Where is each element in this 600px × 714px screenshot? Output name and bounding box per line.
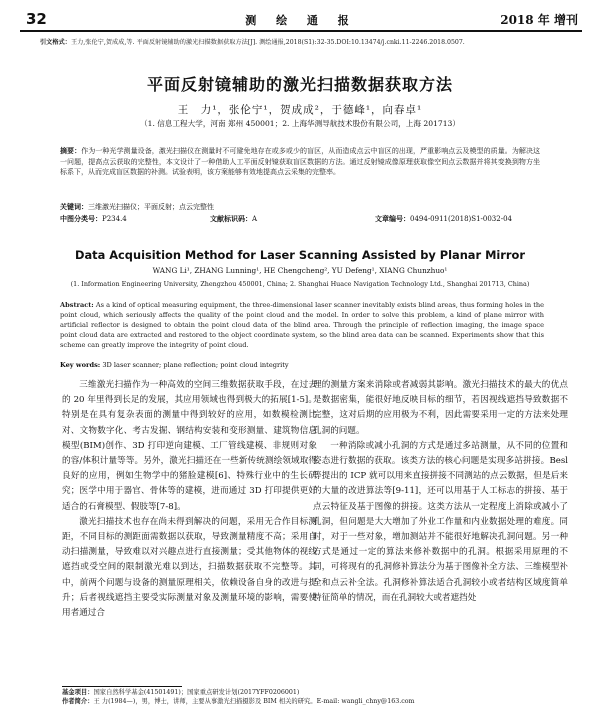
doc-value: A [252, 215, 258, 223]
article-number [375, 214, 512, 224]
paper-title-cn: 平面反射镜辅助的激光扫描数据获取方法 [146, 75, 453, 94]
keywords-en-text: 3D laser scanner; plane reflection; point cloud integrity [102, 361, 289, 369]
citation-text: 王力,张伦宁,贺成成,等. 平面反射镜辅助的激光扫描数据获取方法[J]. 测绘通报,2018(S1):32-35.DOI:10.13474/j.cnki.11-2246.2018.0507. [70, 39, 465, 46]
abstract-en [60, 300, 544, 350]
article-value: 0494-0911(2018)S1-0032-04 [410, 215, 512, 223]
authors-cn: 王 力¹，张伦宁¹，贺成成²，于德峰¹，向春卓¹ [177, 104, 423, 116]
author-note-label: 作者简介： [62, 698, 94, 705]
abstract-en-text: As a kind of optical measuring equipment, the three-dimensional laser scanner inevitably exists blind areas, thus forming holes in the point cloud, which seriously affects the quality of the point cloud and the model. In order to solve this problem, a kind of plane mirror with artificial reflector is designed to obtain the point cloud data of the blind area. Through the principle of reflection imaging, the image space point cloud data are extracted and restored to the object coordinate system, so the blind area data can be scanned. Experiments show that this scheme can greatly improve the integrity of point cloud. [60, 301, 544, 349]
classification-row [60, 214, 540, 224]
keywords-cn-text: 三维激光扫描仪；平面反射；点云完整性 [88, 203, 214, 211]
abstract-en-label: Abstract: [60, 301, 94, 309]
keywords-cn [60, 202, 540, 212]
body-paragraph: 理的测量方案来消除或者减弱其影响。激光扫描技术的最大的优点是数据密集，能很好地反映目标的细节，若因视线遮挡导致数据不完整，这对后期的应用极为不利，因此需要采用一定的方法来处理孔洞的问题。 [313, 380, 568, 436]
issue-label: 2018 年 增刊 [500, 13, 578, 27]
clc-number [60, 214, 210, 224]
affiliation-en: (1. Information Engineering University, Zhengzhou 450001, China; 2. Shanghai Huace Navigation Technology Ltd., Shanghai 201713, China) [70, 280, 530, 288]
footnote-rule [62, 686, 182, 687]
body-column-right [313, 378, 568, 606]
citation-label: 引文格式： [40, 39, 71, 46]
article-label: 文章编号： [375, 214, 410, 223]
footnote [62, 688, 562, 706]
fund-note [62, 688, 562, 697]
fund-text: 国家自然科学基金(41501491)；国家重点研发计划(2017YFF0206001) [93, 689, 300, 696]
journal-name: 测 绘 通 报 [245, 14, 357, 27]
paper-title-en: Data Acquisition Method for Laser Scanning Assisted by Planar Mirror [75, 248, 525, 262]
keywords-en [60, 361, 544, 369]
clc-value: P234.4 [102, 215, 127, 223]
clc-label: 中图分类号： [60, 214, 102, 223]
citation-format [40, 38, 560, 47]
abstract-cn-label: 摘要： [60, 146, 82, 155]
keywords-cn-label: 关键词： [60, 202, 88, 211]
fund-label: 基金项目： [62, 689, 94, 696]
body-paragraph: 一种消除或减小孔洞的方式是通过多站测量，从不同的位置和姿态进行数据的获取。该类方法的核心问题是实现多站拼接。Besl 等提出的 ICP 就可以用来直接拼接不同测站的点云数据，但是后来的大量的改进算法等[9-11]，还可以用基于人工标志的拼接、基于点云特征及基于图像的拼接。这类方法从一定程度上消除或减小了孔洞，但问题是大大增加了外业工作量和内业数据处理的难度。同时，对于一些对象，增加测站并不能很好地解决孔洞问题。另一种方式是通过一定的算法来修补数据中的孔洞。根据采用原理的不同，可将现有的孔洞修补算法分为基于图像补全方法、三维模型补全和点云补全法。孔洞修补算法适合孔洞较小或者结构区域度简单特征简单的情况，而在孔洞较大或者遮挡处 [313, 440, 568, 603]
document-code [210, 214, 375, 224]
author-note [62, 697, 562, 706]
body-column-left [62, 378, 317, 621]
running-header [20, 10, 582, 32]
body-paragraph: 激光扫描技术也存在尚未得到解决的问题，采用无合作目标测距，不同目标的测距面需数据以获取，导致测量精度不高；采用自动扫描测量，导致难以对兴趣点进行直接测量；受其他物体的视线遮挡或受空间的限制激光难以到达，扫描数据获取不完整等。其中，前两个问题与设备的测量原理相关，依赖设备自身的改进与提升；后者视线遮挡主要受实际测量对象及测量环境的影响，需要使用者通过合 [62, 516, 317, 619]
author-note-text: 王 力(1984—)，男，博士，讲师，主要从事激光扫描摄影及 BIM 相关的研究。E-mail: wangli_chny@163.com [93, 698, 415, 705]
body-paragraph: 三维激光扫描作为一种高效的空间三维数据获取手段，在过去的 20 年里得到长足的发展，其应用领域也得到极大的拓展[1-5]。特别是在具有复杂表面的测量中得到较好的应用，如数模检测比对、文物数字化、考古发掘、钢结构安装和变形测量、建筑物信息模型(BIM)创作、3D 打印逆向建模、工厂管线建模、非规则对象的容/体积计量等等。另外，激光扫描还在一些新传统测绘领域取得良好的应用，例如生物学中的猪脸建模[6]、特殊行业中的生长研究；医学中用于器官、骨体等的建模，进而通过 3D 打印提供更好适合的石膏模型、假肢等[7-8]。 [62, 380, 317, 512]
doc-label: 文献标识码： [210, 214, 252, 223]
affiliation-cn: （1. 信息工程大学，河南 郑州 450001；2. 上海华测导航技术股份有限公司，上海 201713） [140, 119, 460, 128]
page-number: 32 [26, 10, 47, 28]
abstract-cn [60, 146, 540, 178]
keywords-en-label: Key words: [60, 361, 101, 369]
abstract-cn-text: 作为一种光学测量设备，激光扫描仪在测量时不可避免地存在或多或少的盲区，从而造成点云中盲区的出现，严重影响点云及模型的质量。为解决这一问题，提高点云获取的完整性，本文设计了一种借助人工平面反射镜获取盲区数据的方法。通过反射镜成像原理获取像空间点云数据并将其变换到物方坐标系下，从而完成盲区数据的补测。试验表明，该方案能够有效地提高点云采集的完整率。 [60, 147, 541, 176]
authors-en: WANG Li¹, ZHANG Lunning¹, HE Chengcheng², YU Defeng¹, XIANG Chunzhuo¹ [152, 266, 448, 275]
